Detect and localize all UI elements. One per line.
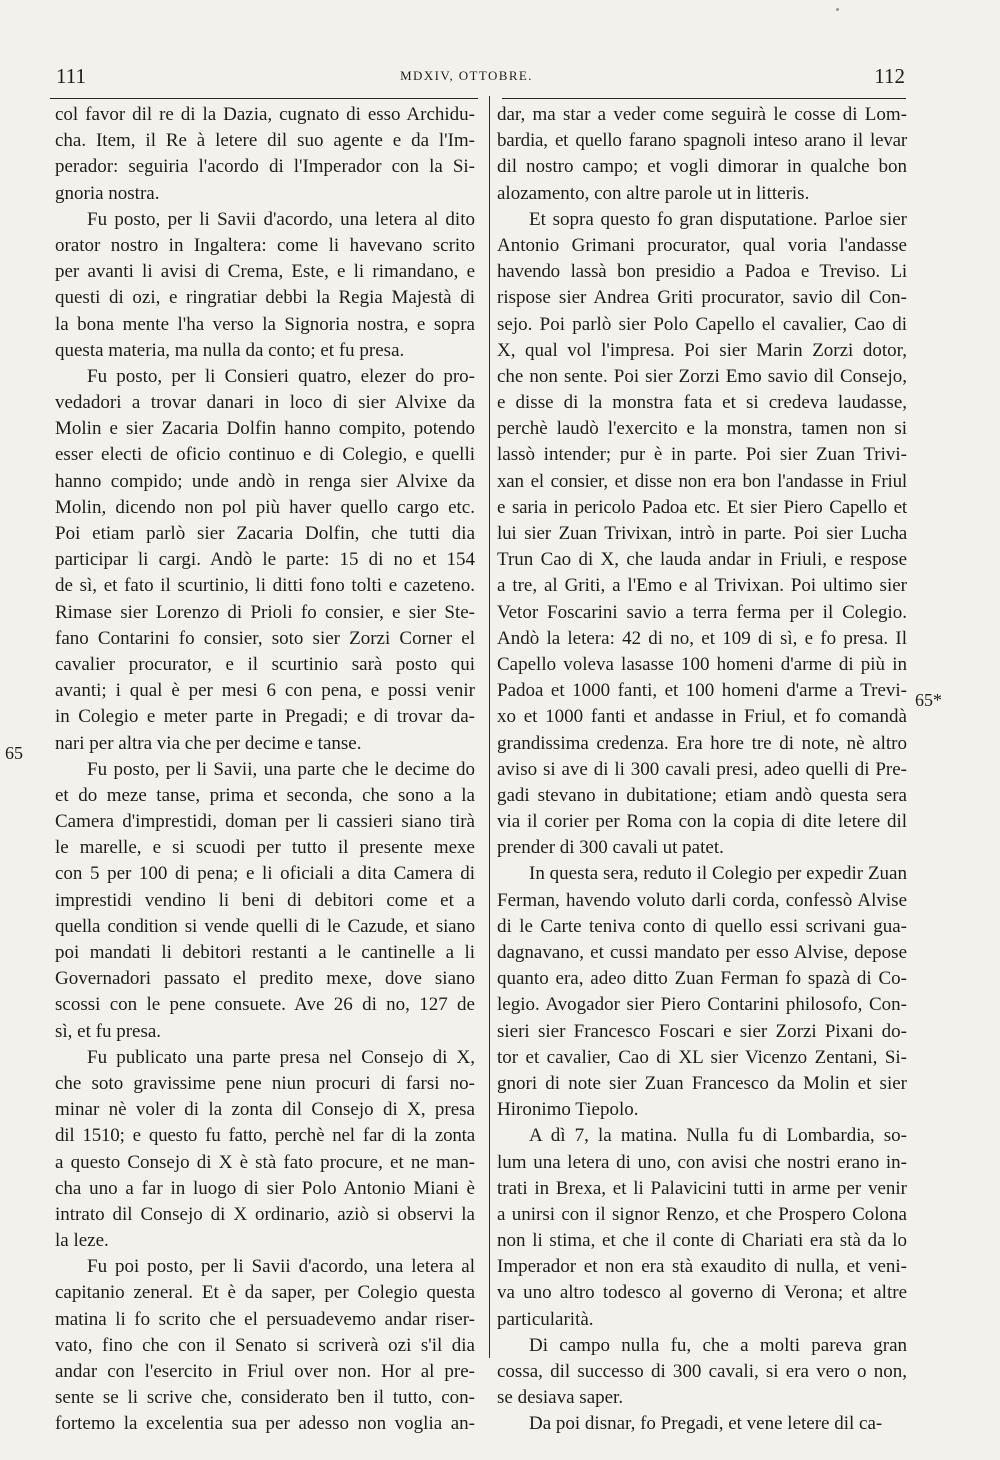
- text-line: avanti; i qual è per mesi 6 con pena, e possi venir: [55, 680, 475, 702]
- text-line: bardia, et quello farano spagnoli inteso arano il levar: [497, 130, 907, 152]
- text-line: minar nè voler di la zonta dil Consejo di X, presa: [55, 1099, 475, 1121]
- text-line: questa materia, ma nulla da conto; et fu presa.: [55, 339, 405, 361]
- text-line: et do meze tanse, prima et seconda, che sono a la: [55, 784, 475, 806]
- text-line: con 5 per 100 di pena; e li oficiali a dita Camera di: [55, 863, 475, 885]
- text-line: la bona mente l'ha verso la Signoria nostra, e sopra: [55, 313, 475, 335]
- text-line: andar con l'esercito in Friul over non. Hor al pre-: [55, 1361, 475, 1382]
- text-line: capitanio zeneral. Et è da saper, per Colegio questa: [55, 1282, 475, 1304]
- text-line: Molin e sier Zacaria Dolfin hanno compito, potendo: [55, 418, 475, 440]
- text-line: xo et 1000 fanti et andasse in Friul, et fo comandà: [497, 706, 907, 728]
- text-line: a tre, al Griti, a l'Emo e al Trivixan. Poi ultimo sier: [497, 575, 907, 597]
- text-line: A dì 7, la matina. Nulla fu di Lombardia, so-: [529, 1125, 907, 1147]
- text-line: a unirsi con il signor Renzo, et che Prospero Colona: [497, 1203, 907, 1225]
- text-line: quanto era, adeo ditto Zuan Ferman fo spazà di Co-: [497, 968, 907, 990]
- text-line: vedadori a trovar danari in loco di sier Alvixe da: [55, 392, 475, 414]
- right-margin-note: 65*: [915, 690, 942, 710]
- text-line: esser electi de oficio continuo e di Colegio, e quelli: [55, 444, 475, 466]
- text-line: X, qual vol l'impresa. Poi sier Marin Zorzi dotor,: [497, 339, 907, 361]
- text-line: nari per altra via che per decime e tanse.: [55, 732, 362, 754]
- text-line: intrato dil Consejo di X ordinario, aziò si observi la: [55, 1203, 475, 1225]
- text-line: poi mandati li debitori restanti a le cantinelle a li: [55, 942, 475, 963]
- text-line: cossa, dil successo di 300 cavali, si era vero o non,: [497, 1361, 907, 1382]
- text-line: Trun Cao di X, che lauda andar in Friuli, e respose: [497, 549, 907, 571]
- text-line: grandissima credenza. Era hore tre di note, nè altro: [497, 732, 907, 754]
- text-line: per avanti li avisi di Crema, Este, e li rimandano, e: [55, 261, 475, 283]
- text-line: gnoria nostra.: [55, 182, 160, 204]
- text-line: le marelle, e si scuodi per tutto il presente mexe: [55, 837, 475, 859]
- text-line: lum una letera di uno, con avisi che nostri erano in-: [497, 1151, 907, 1173]
- text-line: fortemo la excelentia sua per adesso non voglia an-: [55, 1413, 475, 1435]
- text-line: imprestidi vendino li beni di debitori come et a: [55, 889, 475, 911]
- text-line: non li stima, et che il conte di Chariati era stà da lo: [497, 1230, 907, 1252]
- left-page-number: 111: [56, 64, 86, 88]
- text-line: in Colegio e meter parte in Pregadi; e di trovar da-: [55, 706, 475, 728]
- text-line: a questo Consejo di X è stà fato procure, et ne man-: [55, 1151, 475, 1173]
- header-rule-left: [50, 98, 478, 99]
- text-line: Di campo nulla fu, che a molti pareva gran: [529, 1334, 907, 1356]
- text-line: participar li cargi. Andò le parte: 15 di no et 154: [55, 549, 475, 571]
- text-line: e disse di la monstra fata et si credeva laudasse,: [497, 392, 907, 414]
- text-line: rispose sier Andrea Griti procurator, savio dil Con-: [497, 287, 907, 309]
- text-line: Fu posto, per li Consieri quatro, elezer do pro-: [87, 365, 475, 387]
- text-line: Et sopra questo fo gran disputatione. Parloe sier: [529, 208, 907, 230]
- left-text-column: [55, 102, 475, 1438]
- header-rule-right: [502, 98, 906, 99]
- text-line: dar, ma star a veder come seguirà le cosse di Lom-: [497, 104, 907, 125]
- text-line: legio. Avogador sier Piero Contarini philosofo, Con-: [497, 994, 907, 1016]
- text-line: Da poi disnar, fo Pregadi, et vene letere dil ca-: [529, 1413, 883, 1435]
- running-title: MDXIV, OTTOBRE.: [400, 68, 533, 83]
- text-line: lui sier Zuan Trivixan, intrò in parte. Poi sier Lucha: [497, 523, 907, 544]
- text-line: Antonio Grimani procurator, qual voria l'andasse: [497, 234, 907, 256]
- text-line: Andò la letera: 42 di no, et 109 di sì, e fo presa. Il: [497, 627, 907, 649]
- text-line: orator nostro in Ingaltera: come li havevano scrito: [55, 234, 475, 256]
- text-line: Vetor Foscarini savio a terra ferma per il Colegio.: [497, 601, 907, 623]
- text-line: tor et cavalier, Cao di XL sier Vicenzo Zentani, Si-: [497, 1046, 907, 1068]
- text-line: Hironimo Tiepolo.: [497, 1099, 639, 1121]
- text-line: sejo. Poi parlò sier Polo Capello el cavalier, Cao di: [497, 313, 907, 335]
- text-line: Padoa et 1000 fanti, et 100 homeni d'arme a Trevi-: [497, 680, 907, 702]
- text-line: va uno altro todesco al governo di Verona; et altre: [497, 1282, 907, 1304]
- text-line: xan el consier, et disse non era bon l'andasse in Friul: [497, 470, 907, 492]
- text-line: dil 1510; e questo fu fatto, perchè nel far di la zonta: [55, 1125, 475, 1147]
- text-line: sente se li scrive che, considerato ben il tutto, con-: [55, 1387, 475, 1409]
- left-margin-note: 65: [5, 743, 23, 763]
- text-line: Fu posto, per li Savii, una parte che le decime do: [87, 758, 475, 780]
- text-line: Capello voleva lasasse 100 homeni d'arme di più in: [497, 653, 907, 675]
- running-header: [28, 64, 905, 98]
- text-line: Rimase sier Lorenzo di Prioli fo consier, e sier Ste-: [55, 601, 475, 623]
- text-line: cha uno a far in luogo di sier Polo Antonio Miani è: [55, 1177, 475, 1199]
- text-line: Camera d'imprestidi, doman per li cassieri siano tirà: [55, 811, 475, 833]
- text-line: fano Contarini fo consier, soto sier Zorzi Corner el: [55, 627, 475, 649]
- text-line: Poi etiam parlò sier Zacaria Dolfin, che tutti dia: [55, 523, 475, 544]
- text-line: gadi stevano in dubitatione; etiam andò questa sera: [497, 784, 907, 806]
- text-line: vato, fino che con il Senato si scriverà ozi s'il dia: [55, 1334, 475, 1356]
- text-line: quella condition si vende quelli di le Cazude, et siano: [55, 915, 475, 937]
- text-line: e saria in pericolo Padoa etc. Et sier Piero Capello et: [497, 496, 907, 518]
- text-line: questi di ozi, e ringratiar debbi la Regia Majestà di: [55, 287, 475, 309]
- text-line: trati in Brexa, et li Palavicini tutti in arme per venir: [497, 1177, 907, 1199]
- text-line: Governadori passato el predito mexe, dove siano: [55, 968, 475, 990]
- text-line: Molin, dicendo non pol più haver quello cargo etc.: [55, 496, 475, 518]
- text-line: particularità.: [497, 1308, 594, 1330]
- text-line: matina li fo scrito che el persuadevemo andar riser-: [55, 1308, 475, 1330]
- text-line: se desiava saper.: [497, 1387, 624, 1409]
- text-line: scossi con le pene consuete. Ave 26 di no, 127 de: [55, 994, 475, 1016]
- text-line: Ferman, havendo voluto darli corda, confessò Alvise: [497, 889, 907, 911]
- text-line: che soto gravissime pene niun procuri di farsi no-: [55, 1072, 475, 1094]
- text-line: sì, et fu presa.: [55, 1020, 162, 1042]
- text-line: prender di 300 cavali ut patet.: [497, 837, 724, 859]
- text-line: perchè laudò l'exercito e la monstra, tamen non si: [497, 418, 907, 440]
- text-line: sieri sier Francesco Foscari e sier Zorzi Pixani do-: [497, 1020, 907, 1042]
- text-line: havendo lassà bon presidio a Padoa e Treviso. Li: [497, 261, 907, 283]
- text-line: cavalier procurator, e il scurtinio sarà posto qui: [55, 653, 475, 675]
- text-line: alozamento, con altre parole ut in litteris.: [497, 182, 810, 204]
- text-line: dil nostro campo; et vogli dimorar in qualche bon: [497, 156, 907, 178]
- text-line: aviso si ave di li 300 cavali presi, adeo quelli di Pre-: [497, 758, 907, 780]
- text-line: Imperador et non era stà exaudito di nulla, et veni-: [497, 1256, 907, 1278]
- right-page-number: 112: [874, 64, 905, 88]
- text-line: di le Carte teniva conto di quello essi scrivani gua-: [497, 915, 907, 937]
- text-line: cha. Item, il Re à letere dil suo agente e da l'Im-: [55, 130, 475, 152]
- text-line: Fu poi posto, per li Savii d'acordo, una letera al: [87, 1256, 475, 1278]
- text-line: dagnavano, et cussi mandato per esso Alvise, depose: [497, 942, 907, 963]
- text-line: perador: seguiria l'acordo di l'Imperador con la Si-: [55, 156, 475, 178]
- paper-speck: [836, 8, 839, 11]
- right-text-column: [497, 102, 907, 1438]
- text-line: In questa sera, reduto il Colegio per expedir Zuan: [529, 863, 907, 885]
- text-line: col favor dil re di la Dazia, cugnato di esso Archidu-: [55, 104, 475, 125]
- text-line: hanno compido; unde andò in renga sier Alvixe da: [55, 470, 475, 492]
- column-separator: [489, 96, 490, 1358]
- text-line: che non sente. Poi sier Zorzi Emo savio dil Consejo,: [497, 365, 907, 387]
- text-line: gnori di note sier Zuan Francesco da Molin et sier: [497, 1072, 907, 1094]
- text-line: lassò intender; pur è in parte. Poi sier Zuan Trivi-: [497, 444, 907, 466]
- text-line: Fu posto, per li Savii d'acordo, una letera al dito: [87, 208, 475, 230]
- text-line: Fu publicato una parte presa nel Consejo di X,: [87, 1046, 475, 1068]
- text-line: la leze.: [55, 1230, 109, 1252]
- text-line: de sì, et fato il scurtinio, li ditti fono tolti e cazeteno.: [55, 575, 475, 597]
- text-line: via il corier per Roma con la copia di dite letere dil: [497, 811, 907, 833]
